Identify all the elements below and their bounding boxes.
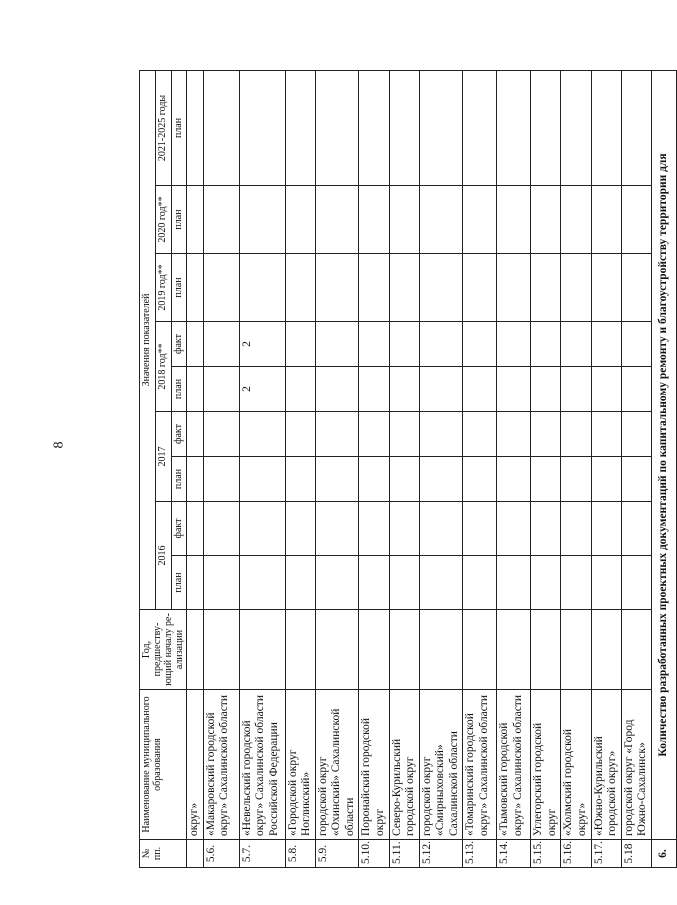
value-cell [497, 412, 531, 457]
table-row [561, 70, 591, 867]
value-cell [531, 186, 561, 254]
row-number: 5.11. [389, 840, 419, 868]
table-row [463, 70, 497, 867]
value-cell [561, 254, 591, 322]
header-fact: факт [172, 322, 187, 367]
value-cell [561, 610, 591, 690]
municipality-name: городской округ «Смирныховский» Сахалинской области [419, 690, 463, 840]
header-2019: 2019 год** [155, 254, 172, 322]
value-cell [389, 502, 419, 556]
value-cell [359, 186, 389, 254]
value-cell [315, 556, 359, 610]
value-cell [419, 70, 463, 185]
municipality-name: «Холмский городской округ» [561, 690, 591, 840]
value-cell [389, 556, 419, 610]
table-row [359, 70, 389, 867]
value-cell [531, 502, 561, 556]
row-number: 5.15. [531, 840, 561, 868]
value-cell [359, 70, 389, 185]
page-number: 8 [51, 441, 67, 449]
value-cell [203, 556, 239, 610]
value-cell [591, 254, 621, 322]
value-cell [187, 556, 204, 610]
value-cell [285, 556, 315, 610]
value-cell [359, 502, 389, 556]
value-cell [419, 412, 463, 457]
table-row [187, 70, 204, 867]
table-row [531, 70, 561, 867]
value-cell [463, 322, 497, 367]
value-cell [187, 457, 204, 502]
value-cell [591, 457, 621, 502]
value-cell [531, 610, 561, 690]
value-cell [285, 254, 315, 322]
value-cell [315, 70, 359, 185]
header-plan: план [172, 457, 187, 502]
value-cell [621, 556, 651, 610]
value-cell [389, 322, 419, 367]
value-cell [419, 322, 463, 367]
row-number: 5.16. [561, 840, 591, 868]
value-cell [463, 254, 497, 322]
header-2018: 2018 год** [155, 322, 172, 412]
value-cell [463, 412, 497, 457]
value-cell [463, 367, 497, 412]
row-number: 5.14. [497, 840, 531, 868]
value-cell [315, 254, 359, 322]
table-row [239, 70, 285, 867]
value-cell [531, 254, 561, 322]
value-cell [285, 322, 315, 367]
value-cell [315, 457, 359, 502]
value-cell [561, 70, 591, 185]
header-fact: факт [172, 502, 187, 556]
value-cell [621, 254, 651, 322]
value-cell [463, 186, 497, 254]
value-cell [187, 254, 204, 322]
table-row [315, 70, 359, 867]
value-cell [359, 457, 389, 502]
value-cell [285, 367, 315, 412]
municipality-name: Углегорский городской округ [531, 690, 561, 840]
value-cell [531, 367, 561, 412]
value-cell [359, 412, 389, 457]
municipality-name: городской округ «Город Южно-Сахалинск» [621, 690, 651, 840]
value-cell [621, 70, 651, 185]
value-cell [463, 610, 497, 690]
value-cell [561, 367, 591, 412]
value-cell [315, 186, 359, 254]
header-plan: план [172, 254, 187, 322]
header-plan: план [172, 186, 187, 254]
value-cell [419, 502, 463, 556]
value-cell [239, 502, 285, 556]
municipality-name: Северо-Курильский городской округ [389, 690, 419, 840]
value-cell [359, 322, 389, 367]
value-cell [285, 412, 315, 457]
table-row [419, 70, 463, 867]
value-cell [419, 367, 463, 412]
value-cell: 2 [239, 367, 285, 412]
value-cell [531, 412, 561, 457]
section-title: Количество разработанных проектных документаций по капитальному ремонту и благоустройству территории для [651, 70, 676, 839]
header-2021-2025: 2021-2025 годы [155, 70, 172, 185]
value-cell [359, 556, 389, 610]
header-num: № пп. [140, 840, 187, 868]
value-cell [591, 186, 621, 254]
header-row-1 [140, 70, 156, 867]
value-cell [285, 610, 315, 690]
value-cell [591, 610, 621, 690]
row-number: 5.17. [591, 840, 621, 868]
value-cell [419, 457, 463, 502]
value-cell [239, 254, 285, 322]
value-cell [203, 186, 239, 254]
municipality-name: «Южно-Курильский городской округ» [591, 690, 621, 840]
value-cell [497, 186, 531, 254]
value-cell [315, 502, 359, 556]
row-number: 5.8. [285, 840, 315, 868]
value-cell [497, 254, 531, 322]
row-number: 5.18 [621, 840, 651, 868]
value-cell [187, 186, 204, 254]
row-number: 5.10. [359, 840, 389, 868]
value-cell [203, 367, 239, 412]
row-number: 5.7. [239, 840, 285, 868]
row-number: 5.6. [203, 840, 239, 868]
row-number: 5.13. [463, 840, 497, 868]
value-cell [315, 412, 359, 457]
value-cell [561, 457, 591, 502]
value-cell [463, 556, 497, 610]
value-cell [389, 186, 419, 254]
value-cell [187, 70, 204, 185]
table-row [285, 70, 315, 867]
value-cell [389, 610, 419, 690]
value-cell [187, 412, 204, 457]
value-cell [419, 254, 463, 322]
municipality-name: городской округ «Охинский» Сахалинской области [315, 690, 359, 840]
value-cell [497, 502, 531, 556]
value-cell [621, 322, 651, 367]
header-2020: 2020 год** [155, 186, 172, 254]
value-cell [203, 457, 239, 502]
value-cell [591, 412, 621, 457]
value-cell [561, 412, 591, 457]
value-cell [419, 186, 463, 254]
header-fact: факт [172, 412, 187, 457]
value-cell [285, 186, 315, 254]
header-plan: план [172, 367, 187, 412]
value-cell [561, 322, 591, 367]
value-cell [463, 70, 497, 185]
value-cell [203, 254, 239, 322]
indicators-table [139, 70, 677, 868]
value-cell [359, 254, 389, 322]
header-2017: 2017 [155, 412, 172, 502]
row-number: 5.9. [315, 840, 359, 868]
value-cell [285, 457, 315, 502]
value-cell [531, 457, 561, 502]
table-row [591, 70, 621, 867]
value-cell [497, 556, 531, 610]
value-cell [497, 322, 531, 367]
value-cell [463, 457, 497, 502]
value-cell [389, 367, 419, 412]
row-number: 5.12. [419, 840, 463, 868]
value-cell [315, 367, 359, 412]
value-cell [239, 457, 285, 502]
value-cell [203, 412, 239, 457]
value-cell [497, 610, 531, 690]
value-cell [621, 186, 651, 254]
value-cell [203, 502, 239, 556]
value-cell [497, 367, 531, 412]
value-cell [239, 186, 285, 254]
value-cell [239, 70, 285, 185]
value-cell [621, 412, 651, 457]
section-number: 6. [651, 840, 676, 868]
value-cell [419, 610, 463, 690]
value-cell [187, 367, 204, 412]
value-cell [561, 502, 591, 556]
value-cell [285, 70, 315, 185]
header-name: Наименование муниципального образования [140, 690, 187, 840]
value-cell [203, 610, 239, 690]
table-row [389, 70, 419, 867]
row-number [187, 840, 204, 868]
value-cell [497, 457, 531, 502]
value-cell [561, 556, 591, 610]
header-year-prev: Год, предшеству-ющий началу ре-ализации [140, 610, 187, 690]
value-cell [621, 457, 651, 502]
value-cell [389, 254, 419, 322]
value-cell [187, 322, 204, 367]
municipality-name: округ» [187, 690, 204, 840]
value-cell [315, 322, 359, 367]
value-cell [621, 610, 651, 690]
value-cell [187, 610, 204, 690]
value-cell [463, 502, 497, 556]
value-cell [531, 556, 561, 610]
value-cell [531, 70, 561, 185]
header-2016: 2016 [155, 502, 172, 610]
municipality-name: Поронайский городской округ [359, 690, 389, 840]
header-plan: план [172, 70, 187, 185]
value-cell [203, 322, 239, 367]
section-row [651, 70, 676, 867]
value-cell [497, 70, 531, 185]
value-cell [239, 556, 285, 610]
header-values: Значения показателей [140, 70, 156, 609]
value-cell [621, 367, 651, 412]
value-cell [389, 412, 419, 457]
value-cell [591, 502, 621, 556]
value-cell [239, 610, 285, 690]
value-cell: 2 [239, 322, 285, 367]
value-cell [591, 556, 621, 610]
value-cell [315, 610, 359, 690]
municipality-name: «Макаровский городской округ» Сахалинской области [203, 690, 239, 840]
value-cell [389, 70, 419, 185]
municipality-name: «Тымовский городской округ» Сахалинской области [497, 690, 531, 840]
value-cell [531, 322, 561, 367]
value-cell [591, 70, 621, 185]
value-cell [285, 502, 315, 556]
municipality-name: «Городской округ Ногликский» [285, 690, 315, 840]
table-row [621, 70, 651, 867]
header-plan: план [172, 556, 187, 610]
value-cell [359, 367, 389, 412]
value-cell [591, 322, 621, 367]
value-cell [561, 186, 591, 254]
value-cell [389, 457, 419, 502]
value-cell [621, 502, 651, 556]
municipality-name: «Невельский городской округ» Сахалинской области Российской Федерации [239, 690, 285, 840]
value-cell [419, 556, 463, 610]
table-row [203, 70, 239, 867]
table-row [497, 70, 531, 867]
value-cell [359, 610, 389, 690]
value-cell [203, 70, 239, 185]
rotated-table-wrapper [139, 71, 670, 868]
value-cell [187, 502, 204, 556]
municipality-name: «Томаринский городской округ» Сахалинской области [463, 690, 497, 840]
value-cell [591, 367, 621, 412]
value-cell [239, 412, 285, 457]
